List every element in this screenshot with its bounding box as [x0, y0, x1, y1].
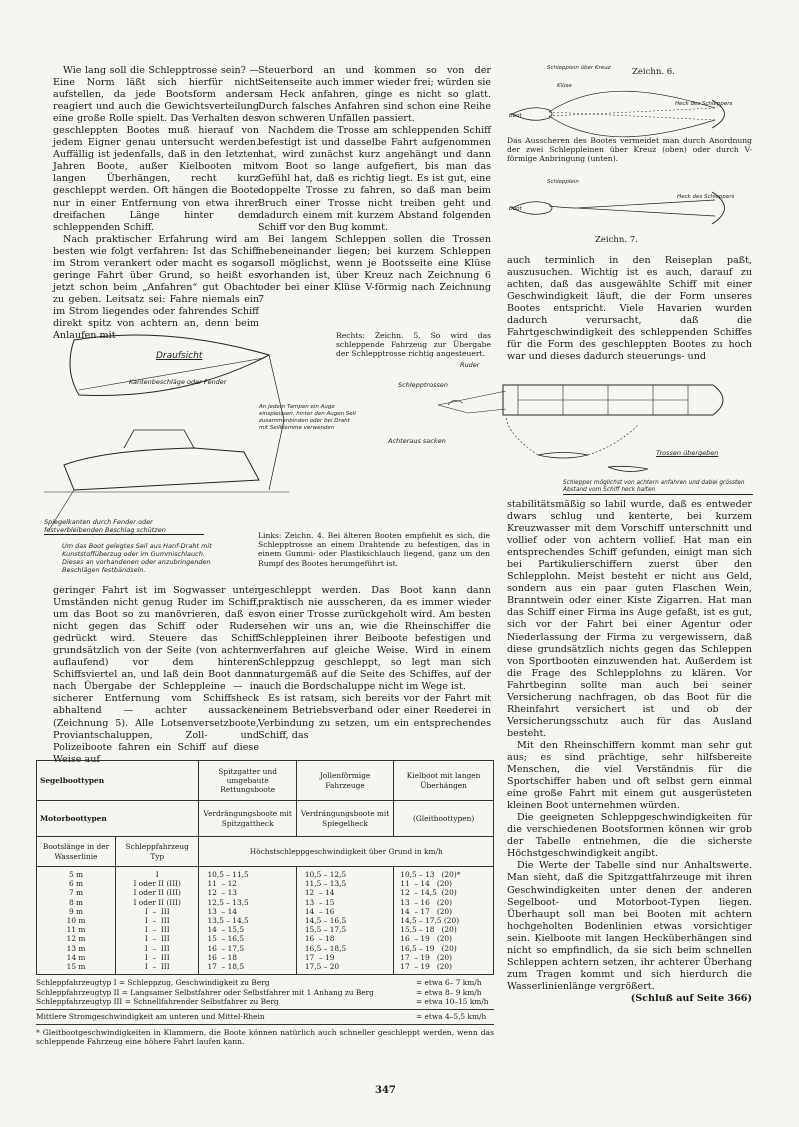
col-types: I I oder II (III) I oder II (III) I oder II (III) I – III I – III I – III I – III I – III I – III I – III [116, 867, 199, 975]
figure-5 [388, 355, 748, 505]
motor-label: Motorboottypen [37, 801, 199, 837]
figure-4 [44, 330, 356, 580]
col-speed-3: 10,5 – 13 (20)* 11 – 14 (20) 12 – 14,5 (20) 13 – 16 (20) 14 – 17 (20) 14,5 – 17,5 (20) 15,5 – 18 (20) 16 – 19 (20) 16,5 – 19 (20) 17 – 19 (20) 17 – 19 (20) [394, 867, 494, 975]
column-3-bottom [507, 499, 752, 1005]
legend-value-2: = etwa 8– 9 km/h [416, 987, 482, 997]
continued-note: (Schluß auf Seite 366) [630, 992, 752, 1004]
column-2-mid [258, 585, 491, 742]
column-2-top [258, 65, 491, 306]
fig6-label: Zeichn. 6. [632, 67, 675, 77]
fig7-hand-boot: Boot [509, 206, 522, 212]
header-length: Bootslänge in der Wasserlinie [37, 837, 116, 867]
footnote: * Gleitbootgeschwindigkeiten in Klammern, die Boote können natürlich auch schneller geschleppt werden, wenn das schleppende Fahrzeug eine höhere Fahrt laufen kann. [36, 1027, 494, 1046]
paragraph: Es ist ratsam, sich bereits vor der Fahrt mit einem Betriebsverband oder einer Reederei in Verbindung zu setzen, um ein entsprechendes Schiff, das [258, 693, 491, 741]
col-speed-1: 10,5 – 11,5 11 – 12 12 – 13 12,5 – 13,5 13 – 14 13,5 – 14,5 14 – 15,5 15 – 16,5 16 – 17,5 16 – 18 17 – 18,5 [199, 867, 296, 975]
legend-row-2: Schleppfahrzeugtyp II = Langsamer Selbstfahrer oder Selbstfahrer mit 1 Anhang zu Berg [36, 987, 374, 997]
paragraph: Nach praktischer Erfahrung wird am besten wie folgt verfahren: Ist das Schiff im Strom verankert oder macht es sogar geringe Fahrt über Grund, so heißt es jetzt schon beim „Anfahren“ gut Obacht zu geben. Leitsatz sei: Fahre niemals ein im Strom liegendes oder fahrendes Schiff direkt spitz von achtern an, denn beim Anlaufen mit [53, 233, 259, 342]
fig5-caption: Rechts: Zeichn. 5. So wird das schleppende Fahrzeug zur Übergabe der Schlepptrosse richtig angesteuert. [336, 331, 491, 359]
fig4-hand-kanten: Kantenbeschläge oder Fender [129, 378, 227, 386]
fig5-hand-bottom: Schlepper möglichst von achtern anfahren und dabei grössten Abstand vom Schiff heck halten [563, 480, 753, 495]
fig7-hand-label: Schlepplein [547, 179, 579, 185]
paragraph: Die Werte der Tabelle sind nur Anhaltswerte. Man sieht, daß die Spitzgattfahrzeuge mit ihren Geschwindigkeiten unter denen der anderen Segelboot- und Motorboot-Typen liegen. Überhaupt soll man bei Booten mit achtern hochgeholten Bodenlinien etwas vorsichtiger sein. Kielboote mit langen Hecküberhängen sind nicht so empfindlich, da sie sich beim schnellen Schleppen achtern setzen, ihr achterer Überhang zum Tragen kommt und sich hierdurch die Wasserlinienlänge vergrößert. [507, 860, 752, 992]
segel-col-2: Jollenförmige Fahrzeuge [296, 761, 393, 801]
legend-value-3: = etwa 10–15 km/h [416, 997, 489, 1007]
column-1-top [53, 65, 259, 342]
header-speed: Höchstschleppgeschwindigkeit über Grund in km/h [199, 837, 494, 867]
paragraph: Wie lang soll die Schlepptrosse sein? — Eine Norm läßt sich hierfür nicht aufstellen, da jede Bootsform anders reagiert und auch die Gewichtsverteilung eine große Rolle spielt. Das Verhalten des geschleppten Bootes muß hierauf von jedem Eigner genau untersucht werden. Auffällig ist jedenfalls, daß in den letzten Jahren Boote, außer Kielbooten mit langen Überhängen, recht kurz geschleppt werden. Oft hängen die Boote nur in einer Entfernung von etwa ihrer dreifachen Länge hinter dem schleppenden Schiff. [53, 65, 259, 233]
legend [36, 978, 494, 1010]
speed-table-grid [36, 760, 494, 975]
motor-col-2: Verdrängungsboote mit Spiegelheck [296, 801, 393, 837]
fig7-hand-heck: Heck des Schleppers [677, 194, 735, 200]
segel-col-1: Spitzgatter und umgebaute Rettungsboote [199, 761, 296, 801]
fig6-hand-heck: Heck des Schleppers [675, 101, 733, 107]
fig6-hand-label: Schlepplein über Kreuz [547, 65, 611, 71]
paragraph: auch terminlich in den Reiseplan paßt, auszusuchen. Wichtig ist es auch, darauf zu achten, daß das ausgewählte Schiff mit einer Geschwindigkeit läuft, die der Form unseres Bootes entspricht. Viele Havarien wurden dadurch verursacht, daß die Fahrtgeschwindigkeit des schleppenden Schiffes für die Form des geschleppten Bootes zu hoch war und dieses dadurch steuerungs- und [507, 255, 752, 363]
fig4-caption: Links: Zeichn. 4. Bei älteren Booten empfiehlt es sich, die Schlepptrosse an einem Drahtende zu befestigen, das in einem Gummi- oder Plastikschlauch liegend, ganz um den Rumpf des Bootes herumgeführt ist. [258, 531, 490, 568]
fig4-hand-tampen: An jedem Tampen ein Auge einspleissen, hinter den Augen Seil zusammenbinden oder bei Draht mit Seilklemme verwenden [259, 404, 356, 431]
col-lengths: 5 m 6 m 7 m 8 m 9 m 10 m 11 m 12 m 13 m 14 m 15 m [37, 867, 116, 975]
fig5-hand-trossen: Trossen übergeben [656, 449, 719, 457]
fig6-hand-boot: Boot [509, 113, 522, 119]
paragraph: geringer Fahrt ist im Sogwasser unter Umständen nicht genug Ruder im Schiff, um das Boot so zu manövrieren, daß es nicht gegen das Schiff oder Ruder gedrückt wird. Steuere das Schiff grundsätzlich von der Seite (von achtern auflaufend) vor dem hinteren Schiffsviertel an, und laß dein Boot dann nach Übergabe der Schleppleine — in sicherer Entfernung vom Schiffsheck abhaltend — achter aussacken (Zeichnung 5). Alle Lotsenversetzboote, Proviantschaluppen, Zoll- und Polizeiboote fahren ein Schiff auf diese Weise auf [53, 585, 259, 765]
paragraph: Bei langem Schleppen sollen die Trossen nebeneinander liegen; bei kurzem Schleppen soll möglichst, wenn je Bootsseite eine Klüse vorhanden ist, über Kreuz nach Zeichnung 6 oder bei einer Klüse V-förmig nach Zeichnung 7 [258, 233, 491, 305]
paragraph: Die geeigneten Schleppgeschwindigkeiten für die verschiedenen Bootsformen können wir grob der Tabelle entnehmen, die die sicherste Höchstgeschwindigkeit angibt. [507, 812, 752, 860]
fig7-label: Zeichn. 7. [595, 235, 638, 245]
header-type: Schleppfahrzeug Typ [116, 837, 199, 867]
legend-value-4: = etwa 4–5,5 km/h [416, 1012, 487, 1022]
motor-col-3: (Gleitboottypen) [394, 801, 494, 837]
legend-value-1: = etwa 6– 7 km/h [416, 978, 482, 988]
paragraph: Nachdem die Trosse am schleppenden Schiff befestigt ist und dasselbe Fahrt aufgenommen hat, wird zunächst kurz angehängt und dann vom Boot so lange aufgefiert, bis man das Gefühl hat, daß es richtig liegt. Es ist gut, eine doppelte Trosse zu fahren, so daß man beim Bruch einer Trosse nicht treiben geht und dadurch einem mit kurzem Abstand folgenden Schiff vor den Bug kommt. [258, 125, 491, 233]
page-number: 347 [375, 1085, 396, 1096]
legend-row-1: Schleppfahrzeugtyp I = Schleppzug, Geschwindigkeit zu Berg [36, 978, 270, 988]
legend-row-3: Schleppfahrzeugtyp III = Schnellfahrender Selbstfahrer zu Berg [36, 997, 279, 1007]
paragraph: geschleppt werden. Das Boot kann dann praktisch nie ausscheren, da es immer wieder von einer Trosse zurückgeholt wird. Am besten sehen wir uns an, wie die Rheinschiffer die Schleppleinen ihrer Beiboote befestigen und verfahren auf gleiche Weise. Wird in einem Schleppzug geschleppt, so legt man sich naturgemäß auf die Seite des Schiffes, auf der auch die Bordschaluppe nicht im Wege ist. [258, 585, 491, 693]
fig4-title-hand: Draufsicht [156, 351, 203, 361]
fig4-hand-spiegel: Spiegelkanten durch Fender oder festverbleibenden Beschlag schützen [44, 518, 204, 535]
column-3-mid [507, 255, 752, 363]
figure-6-7 [507, 60, 752, 250]
paragraph: stabilitätsmäßig so labil wurde, daß es entweder dwars schlug und kenterte, bei kurzem Kreuzwasser mit dem Vorschiff unterschnitt und vollief oder von achtern vollief. Hat man ein entsprechendes Schiff gefunden, einigt man sich bei Partikulierschiffern zuerst über den Schlepplohn. Meist besteht er nicht aus Geld, sondern aus ein paar guten Flaschen Wein, Branntwein oder einer Kiste Zigarren. Hat man das Schiff einer Firma ins Auge gefaßt, ist es gut, sich vor der Fahrt bei einer Agentur oder Niederlassung der Firma zu vergewissern, daß diese grundsätzlich nichts gegen das Schleppen von Sportbooten einzuwenden hat. Außerdem ist die Frage des Schlepplohns zu klären. Vor Fahrtbeginn sollte man auch bei seiner Versicherung nachfragen, ob das Boot für die Rheinfahrt versichert ist und ob der Versicherungsschutz auch für das Ausland besteht. [507, 499, 752, 739]
speed-table [36, 760, 494, 1046]
fig5-hand-schlepp: Schlepptrossen [398, 381, 448, 389]
fig7-drawing [507, 178, 752, 228]
legend-stream [36, 1010, 494, 1025]
legend-row-4: Mittlere Stromgeschwindigkeit am unteren und Mittel-Rhein [36, 1012, 265, 1022]
segel-label: Segelboottypen [37, 761, 199, 801]
paragraph: Mit den Rheinschiffern kommt man sehr gut aus; es sind prächtige, sehr hilfsbereite Menschen, die viel Verständnis für die Sportschiffer haben und oft selbst gern einmal eine große Fahrt mit einem gut ausgerüsteten kleinen Boot unternehmen würden. [507, 739, 752, 812]
col-speed-2: 10,5 – 12,5 11,5 – 13,5 12 – 14 13 – 15 14 – 16 14,5 – 16,5 15,5 – 17,5 16 – 18 16,5 – 18,5 17 – 19 17,5 – 20 [296, 867, 393, 975]
fig5-hand-ruder: Ruder [460, 361, 480, 369]
paragraph: Steuerbord an und kommen so von der Seitenseite auch immer wieder frei; würden sie am Heck anfahren, ginge es nicht so glatt. Durch falsches Anfahren sind schon eine Reihe von schweren Unfällen passiert. [258, 65, 491, 125]
segel-col-3: Kielboot mit langen Überhängen [394, 761, 494, 801]
fig6-hand-kluese: Klüse [557, 83, 572, 89]
motor-col-1: Verdrängungsboote mit Spitzgattheck [199, 801, 296, 837]
fig5-hand-achter: Achteraus sacken [388, 437, 446, 445]
fig4-hand-um: Um das Boot gelegtes Seil aus Hanf-Draht mit Kunststoffüberzug oder im Gummischlauch. Dieses an vorhandenen oder anzubringenden Beschlägen festbändseln. [62, 542, 212, 574]
column-1-mid [53, 585, 259, 766]
fig6-caption: Das Ausscheren des Bootes vermeidet man durch Anordnung der zwei Schleppleinen über Kreuz (oben) oder durch V-förmige Anbringung (unten). [507, 136, 752, 164]
